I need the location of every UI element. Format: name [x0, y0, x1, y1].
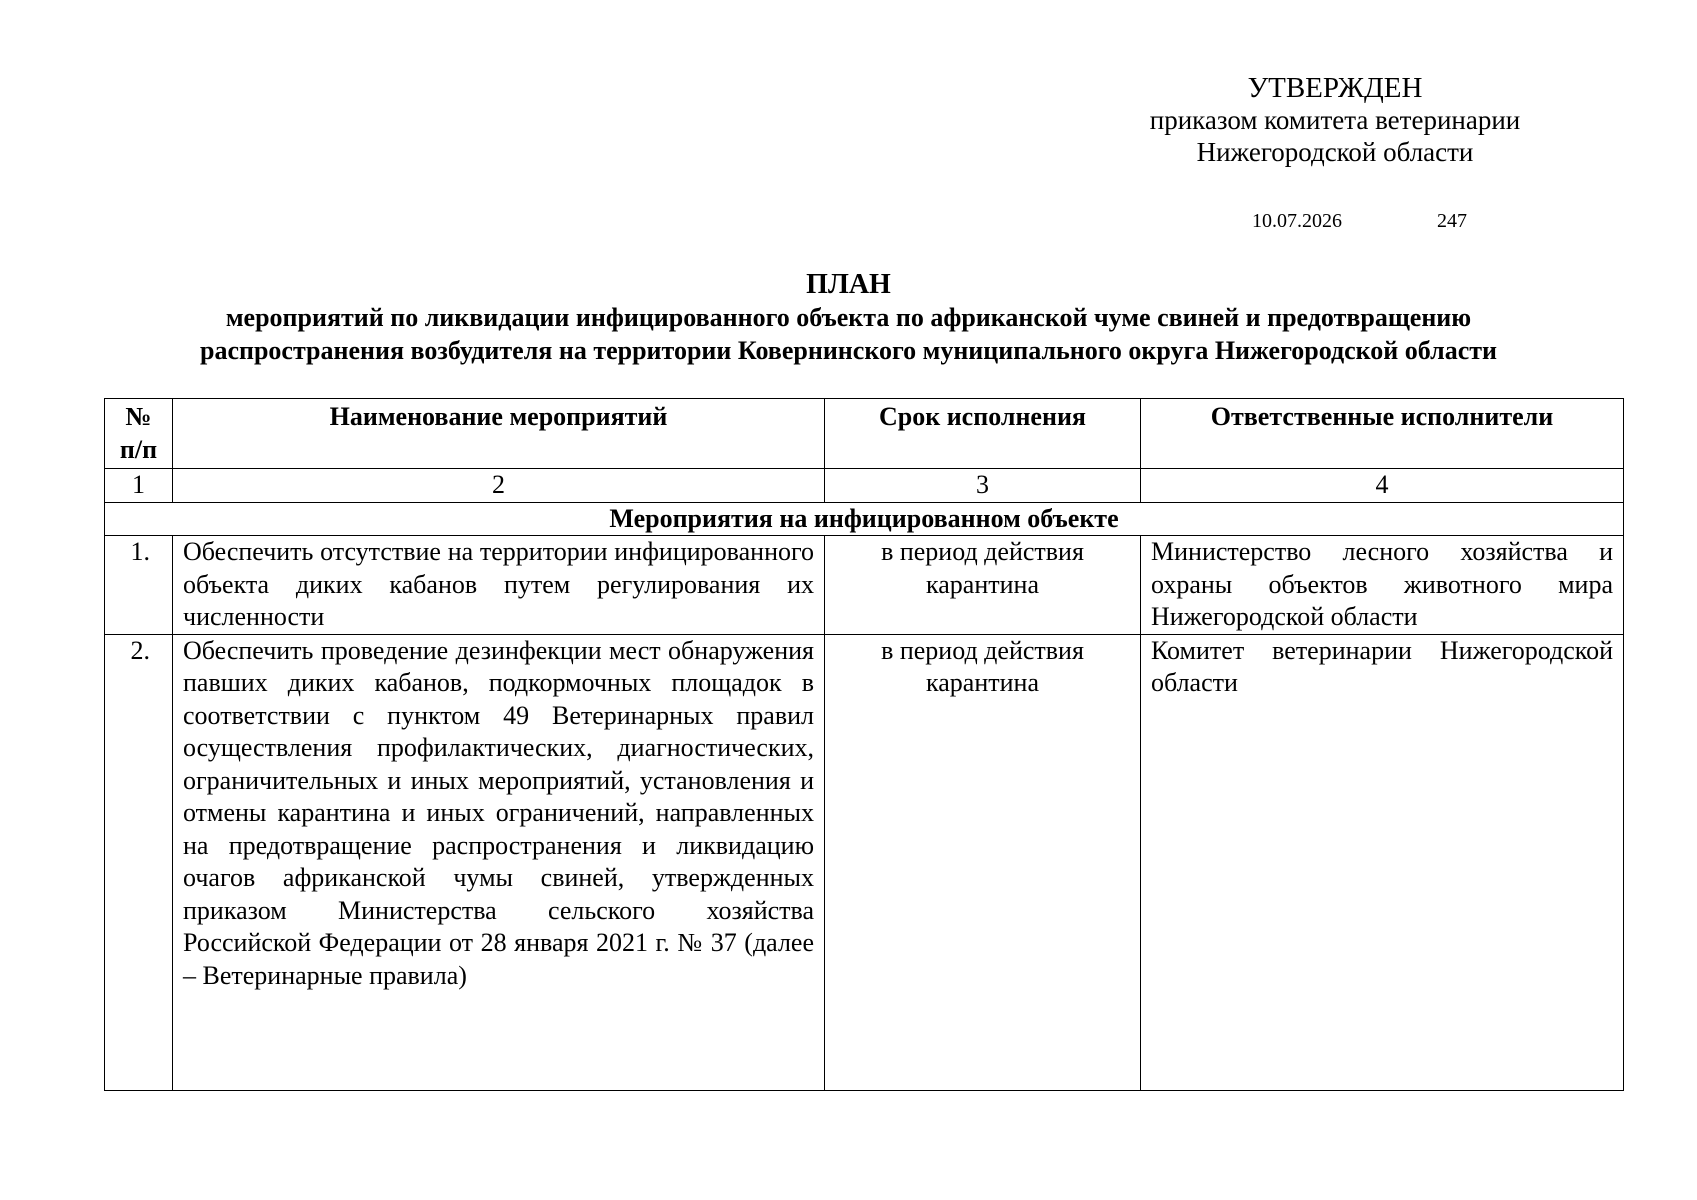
row-action: Обеспечить отсутствие на территории инфицированного объекта диких кабанов путем регулирования их численности [173, 536, 825, 635]
header-responsible: Ответственные исполнители [1141, 399, 1624, 469]
column-number: 3 [825, 469, 1141, 503]
approval-order-text: приказом комитета ветеринарии [1149, 105, 1521, 135]
plan-table [104, 398, 1624, 1091]
approval-region: Нижегородской области [1196, 137, 1474, 167]
row-responsible: Комитет ветеринарии Нижегородской области [1141, 634, 1624, 1090]
title-heading: ПЛАН [806, 269, 891, 300]
document-title [100, 268, 1597, 367]
column-number-row [105, 469, 1624, 503]
row-number: 2. [105, 634, 173, 1090]
table-row [105, 634, 1624, 1090]
title-line-1: мероприятий по ликвидации инфицированного объекта по африканской чуме свиней и предотвращению [225, 303, 1472, 332]
header-number: № п/п [105, 399, 173, 469]
title-line-2: распространения возбудителя на территории Ковернинского муниципального округа Нижегородской области [199, 336, 1498, 365]
header-action: Наименование мероприятий [173, 399, 825, 469]
approval-title: УТВЕРЖДЕН [1247, 72, 1423, 104]
row-responsible: Министерство лесного хозяйства и охраны объектов животного мира Нижегородской области [1141, 536, 1624, 635]
order-number: 247 [1437, 210, 1467, 232]
header-term: Срок исполнения [825, 399, 1141, 469]
approval-stamp [1120, 72, 1550, 168]
section-row [105, 502, 1624, 536]
table-row [105, 536, 1624, 635]
row-term: в период действия карантина [825, 634, 1141, 1090]
table-header-row [105, 399, 1624, 469]
row-action: Обеспечить проведение дезинфекции мест обнаружения павших диких кабанов, подкормочных площадок в соответствии с пунктом 49 Ветеринарных правил осуществления профилактических, диагностических, ограничительных и иных мероприятий, установления и отмены карантина и иных ограничений, направленных на предотвращение распространения и ликвидацию очагов африканской чумы свиней, утвержденных приказом Министерства сельского хозяйства Российской Федерации от 28 января 2021 г. № 37 (далее – Ветеринарные правила) [173, 634, 825, 1090]
column-number: 1 [105, 469, 173, 503]
order-date: 10.07.2026 [1252, 210, 1342, 232]
row-term: в период действия карантина [825, 536, 1141, 635]
row-number: 1. [105, 536, 173, 635]
column-number: 2 [173, 469, 825, 503]
column-number: 4 [1141, 469, 1624, 503]
section-title: Мероприятия на инфицированном объекте [105, 502, 1624, 536]
